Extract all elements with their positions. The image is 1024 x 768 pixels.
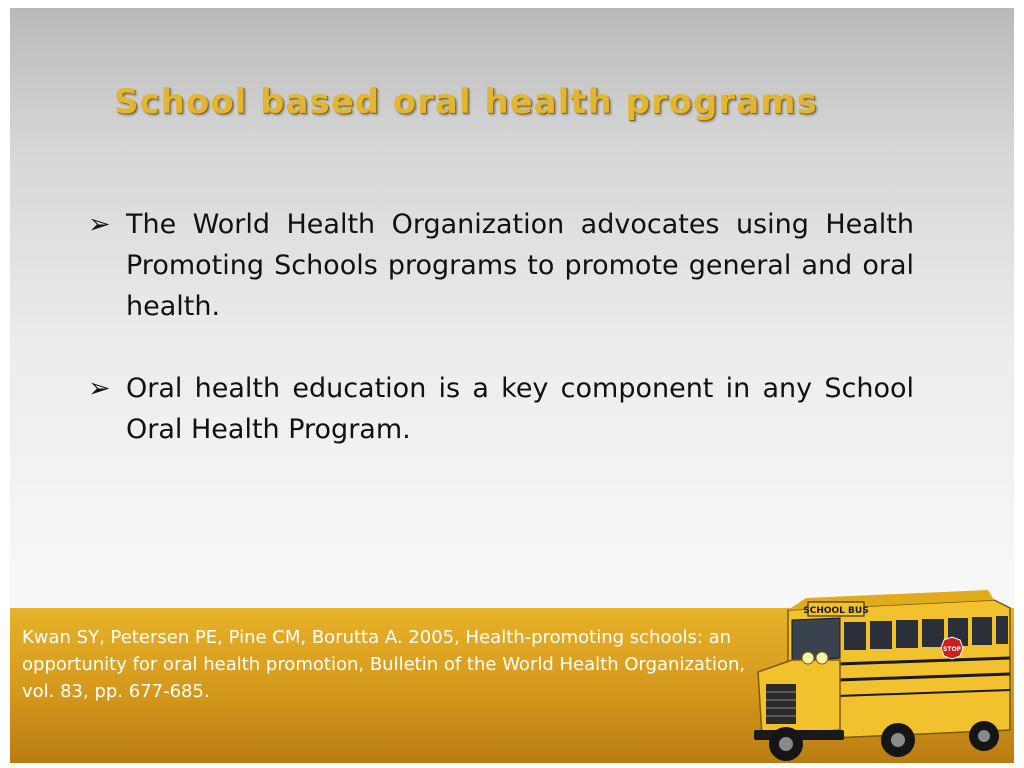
bullet-item	[88, 204, 914, 327]
school-bus-icon	[748, 580, 1014, 763]
slide-title: School based oral health programs	[114, 82, 818, 122]
bus-sign-text: SCHOOL BUS	[803, 606, 869, 616]
citation-text: Kwan SY, Petersen PE, Pine CM, Borutta A. 2005, Health-promoting schools: an opportunity for oral health promotion, Bulletin of the World Health Organization, vol. 83, pp. 677-685.	[22, 627, 746, 702]
bullet-text: Oral health education is a key component in any School Oral Health Program.	[126, 373, 914, 445]
bullet-list	[88, 204, 914, 450]
stop-sign-text: STOP	[943, 646, 961, 653]
arrow-bullet-icon: ➢	[88, 373, 111, 404]
arrow-bullet-icon: ➢	[88, 209, 111, 240]
slide	[10, 8, 1014, 763]
bullet-text: The World Health Organization advocates using Health Promoting Schools programs to promote general and oral health.	[126, 209, 914, 322]
bullet-item	[88, 368, 914, 450]
